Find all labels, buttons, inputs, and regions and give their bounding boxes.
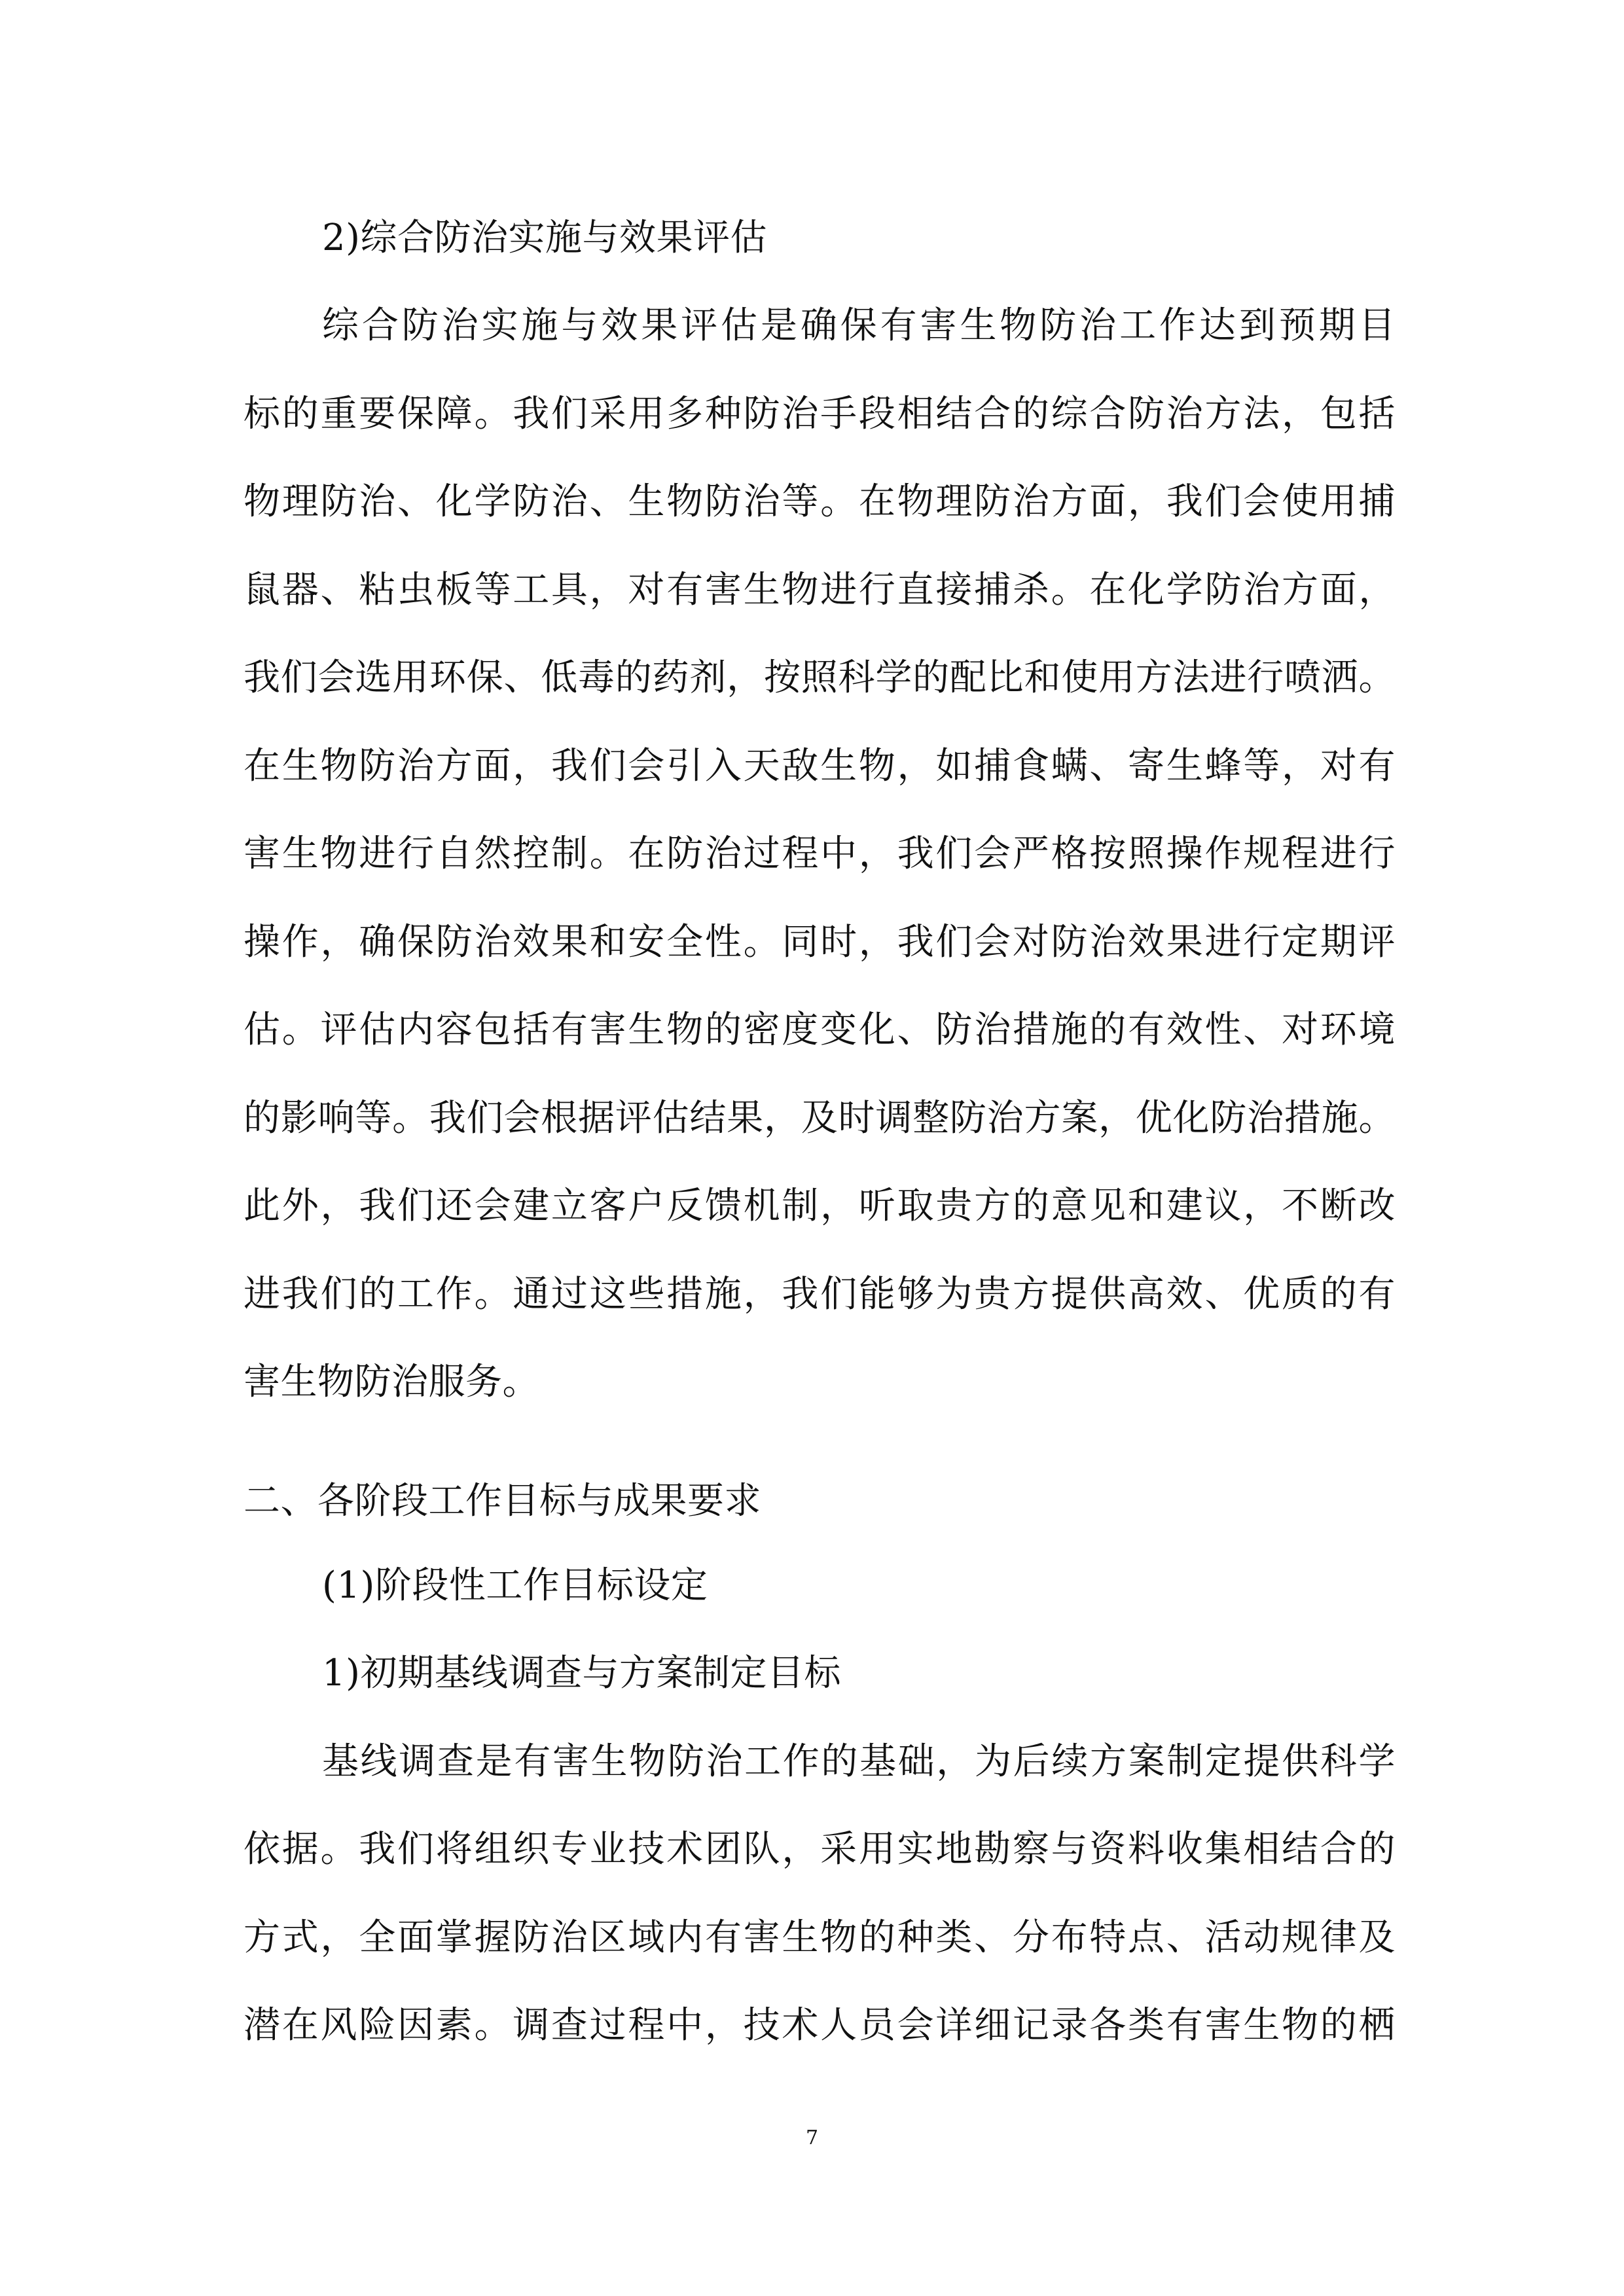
- paragraph-line: 物理防治、化学防治、生物防治等。在物理防治方面，我们会使用捕: [244, 480, 1396, 523]
- paragraph-line: 依据。我们将组织专业技术团队，采用实地勘察与资料收集相结合的: [244, 1828, 1396, 1871]
- paragraph-line: 操作，确保防治效果和安全性。同时，我们会对防治效果进行定期评: [244, 921, 1396, 963]
- paragraph-line: 估。评估内容包括有害生物的密度变化、防治措施的有效性、对环境: [244, 1009, 1396, 1051]
- subsection-heading: (1)阶段性工作目标设定: [322, 1564, 708, 1607]
- subheading-baseline-survey: 1)初期基线调查与方案制定目标: [322, 1652, 841, 1695]
- subheading-integrated-control: 2)综合防治实施与效果评估: [322, 217, 767, 259]
- paragraph-line: 此外，我们还会建立客户反馈机制，听取贵方的意见和建议，不断改: [244, 1185, 1396, 1227]
- paragraph-line: 综合防治实施与效果评估是确保有害生物防治工作达到预期目: [322, 304, 1396, 347]
- paragraph-line: 在生物防治方面，我们会引入天敌生物，如捕食螨、寄生蜂等，对有: [244, 745, 1396, 787]
- paragraph-line: 害生物进行自然控制。在防治过程中，我们会严格按照操作规程进行: [244, 833, 1396, 875]
- paragraph-line: 基线调查是有害生物防治工作的基础，为后续方案制定提供科学: [322, 1740, 1396, 1783]
- paragraph-line: 方式，全面掌握防治区域内有害生物的种类、分布特点、活动规律及: [244, 1916, 1396, 1959]
- page-number: 7: [805, 2126, 819, 2149]
- section-heading: 二、各阶段工作目标与成果要求: [244, 1480, 761, 1522]
- paragraph-line: 鼠器、粘虫板等工具，对有害生物进行直接捕杀。在化学防治方面，: [244, 569, 1396, 611]
- paragraph-line: 潜在风险因素。调查过程中，技术人员会详细记录各类有害生物的栖: [244, 2004, 1396, 2047]
- paragraph-line: 标的重要保障。我们采用多种防治手段相结合的综合防治方法，包括: [244, 393, 1396, 435]
- paragraph-line: 害生物防治服务。: [244, 1361, 539, 1403]
- paragraph-line: 的影响等。我们会根据评估结果，及时调整防治方案，优化防治措施。: [244, 1097, 1396, 1139]
- paragraph-line: 进我们的工作。通过这些措施，我们能够为贵方提供高效、优质的有: [244, 1273, 1396, 1316]
- paragraph-line: 我们会选用环保、低毒的药剂，按照科学的配比和使用方法进行喷洒。: [244, 656, 1396, 699]
